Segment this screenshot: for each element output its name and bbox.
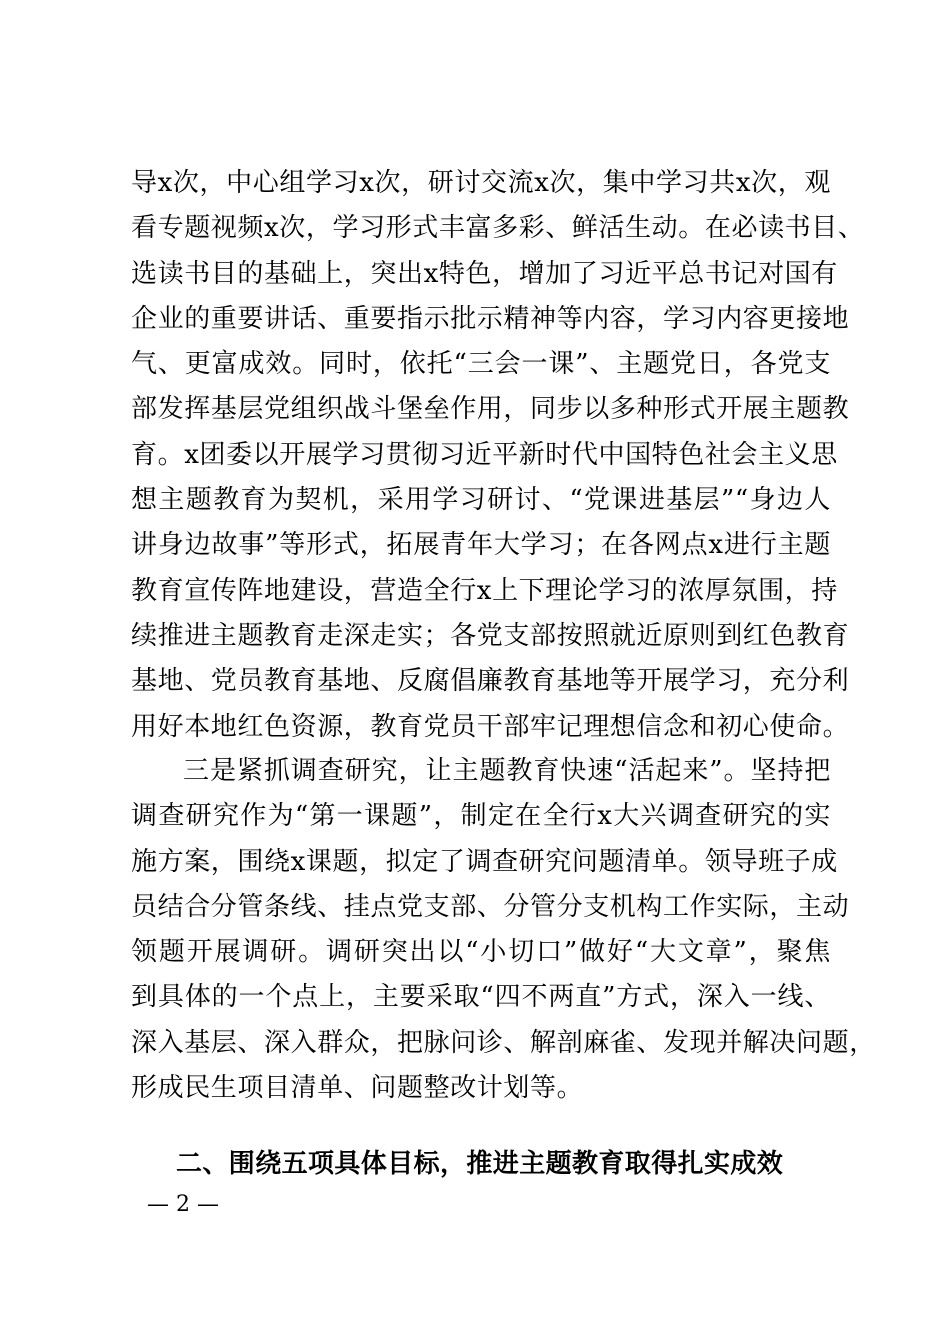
paragraph-line: 三是紧抓调查研究，让主题教育快速“活起来”。坚持把 bbox=[183, 756, 831, 786]
paragraph-line: 深入基层、深入群众，把脉问诊、解剖麻雀、发现并解决问题， bbox=[131, 1027, 876, 1058]
paragraph-line: 部发挥基层党组织战斗堡垒作用，同步以多种形式开展主题教 bbox=[131, 394, 850, 425]
paragraph-line: 育。x团委以开展学习贯彻习近平新时代中国特色社会主义思 bbox=[131, 439, 838, 470]
paragraph-line: 用好本地红色资源，教育党员干部牢记理想信念和初心使命。 bbox=[131, 711, 850, 742]
paragraph-line: 到具体的一个点上，主要采取“四不两直”方式，深入一线、 bbox=[131, 982, 831, 1013]
paragraph-line: 企业的重要讲话、重要指示批示精神等内容，学习内容更接地 bbox=[131, 303, 850, 334]
paragraph-line: 形成民生项目清单、问题整改计划等。 bbox=[131, 1073, 584, 1104]
paragraph-line: 调查研究作为“第一课题”，制定在全行x大兴调查研究的实 bbox=[131, 801, 831, 832]
paragraph-line: 导x次，中心组学习x次，研讨交流x次，集中学习共x次，观 bbox=[131, 168, 831, 198]
paragraph-line: 施方案，围绕x课题，拟定了调查研究问题清单。领导班子成 bbox=[131, 846, 838, 877]
paragraph-line: 想主题教育为契机，采用学习研讨、“党课进基层”“身边人 bbox=[131, 485, 831, 516]
paragraph-2 bbox=[131, 749, 876, 1111]
paragraph-line: 领题开展调研。调研突出以“小切口”做好“大文章”，聚焦 bbox=[131, 937, 831, 968]
paragraph-line: 选读书目的基础上，突出x特色，增加了习近平总书记对国有 bbox=[131, 258, 838, 289]
paragraph-line: 气、更富成效。同时，依托“三会一课”、主题党日，各党支 bbox=[131, 349, 831, 380]
paragraph-line: 看专题视频x次，学习形式丰富多彩、鲜活生动。在必读书目、 bbox=[131, 213, 865, 244]
section-heading: 二、围绕五项具体目标，推进主题教育取得扎实成效 bbox=[176, 1149, 784, 1179]
paragraph-line: 续推进主题教育走深走实；各党支部按照就近原则到红色教育 bbox=[131, 620, 850, 651]
paragraph-1 bbox=[131, 161, 865, 750]
paragraph-line: 教育宣传阵地建设，营造全行x上下理论学习的浓厚氛围，持 bbox=[131, 575, 838, 606]
paragraph-line: 员结合分管条线、挂点党支部、分管分支机构工作实际，主动 bbox=[131, 891, 850, 922]
paragraph-line: 基地、党员教育基地、反腐倡廉教育基地等开展学习，充分利 bbox=[131, 666, 850, 697]
paragraph-line: 讲身边故事”等形式，拓展青年大学习；在各网点x进行主题 bbox=[131, 530, 831, 561]
page-number: — 2 — bbox=[147, 1192, 219, 1217]
